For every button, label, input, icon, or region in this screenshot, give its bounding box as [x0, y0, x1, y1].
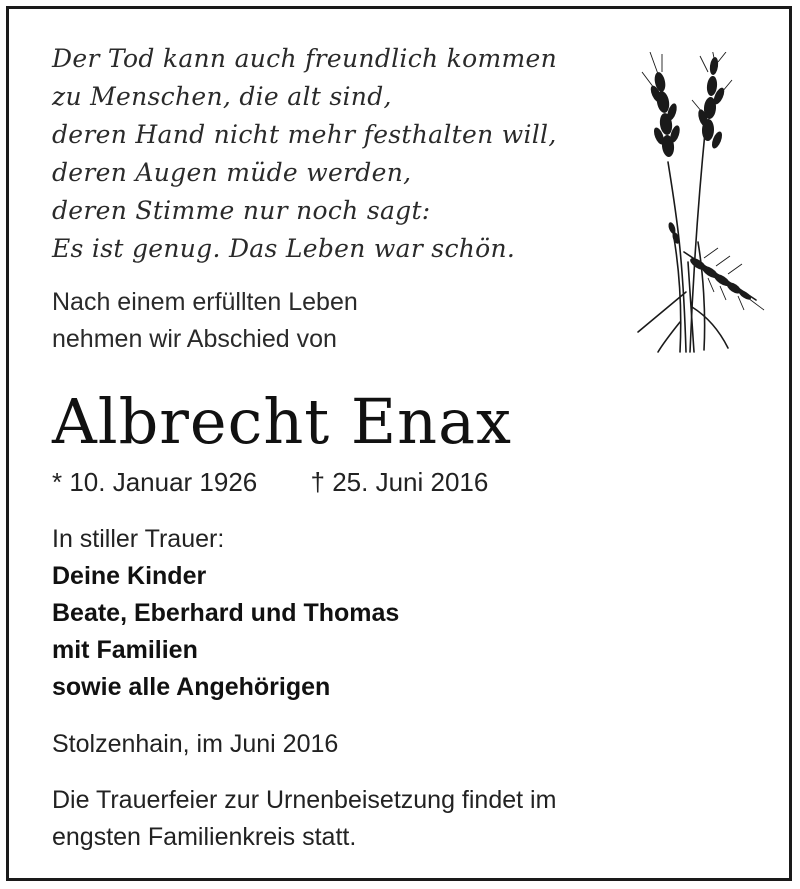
poem-line: deren Stimme nur noch sagt:: [52, 196, 431, 225]
wheat-ears-icon: [628, 52, 768, 358]
mourner-line: Deine Kinder: [52, 562, 207, 590]
mourners-heading: In stiller Trauer:: [52, 525, 225, 553]
intro-line: Nach einem erfüllten Leben: [52, 288, 358, 316]
mourner-line: Beate, Eberhard und Thomas: [52, 599, 400, 627]
notice-line: engsten Familienkreis statt.: [52, 823, 357, 851]
mourner-line: mit Familien: [52, 636, 198, 664]
death-date: † 25. Juni 2016: [310, 467, 489, 497]
poem-line: zu Menschen, die alt sind,: [52, 82, 392, 111]
poem: [52, 40, 557, 268]
place-date: Stolzenhain, im Juni 2016: [52, 730, 339, 758]
poem-line: Der Tod kann auch freundlich kommen: [52, 44, 557, 73]
mourners-block: [52, 521, 399, 706]
poem-line: Es ist genug. Das Leben war schön.: [52, 234, 516, 263]
deceased-name: Albrecht Enax: [52, 385, 513, 458]
poem-line: deren Augen müde werden,: [52, 158, 412, 187]
poem-line: deren Hand nicht mehr festhalten will,: [52, 120, 557, 149]
intro-text: [52, 284, 358, 358]
funeral-notice: [52, 782, 556, 856]
life-dates: [52, 464, 488, 500]
birth-date: * 10. Januar 1926: [52, 467, 258, 497]
mourner-line: sowie alle Angehörigen: [52, 673, 331, 701]
notice-line: Die Trauerfeier zur Urnenbeisetzung findet im: [52, 786, 557, 814]
intro-line: nehmen wir Abschied von: [52, 325, 337, 353]
